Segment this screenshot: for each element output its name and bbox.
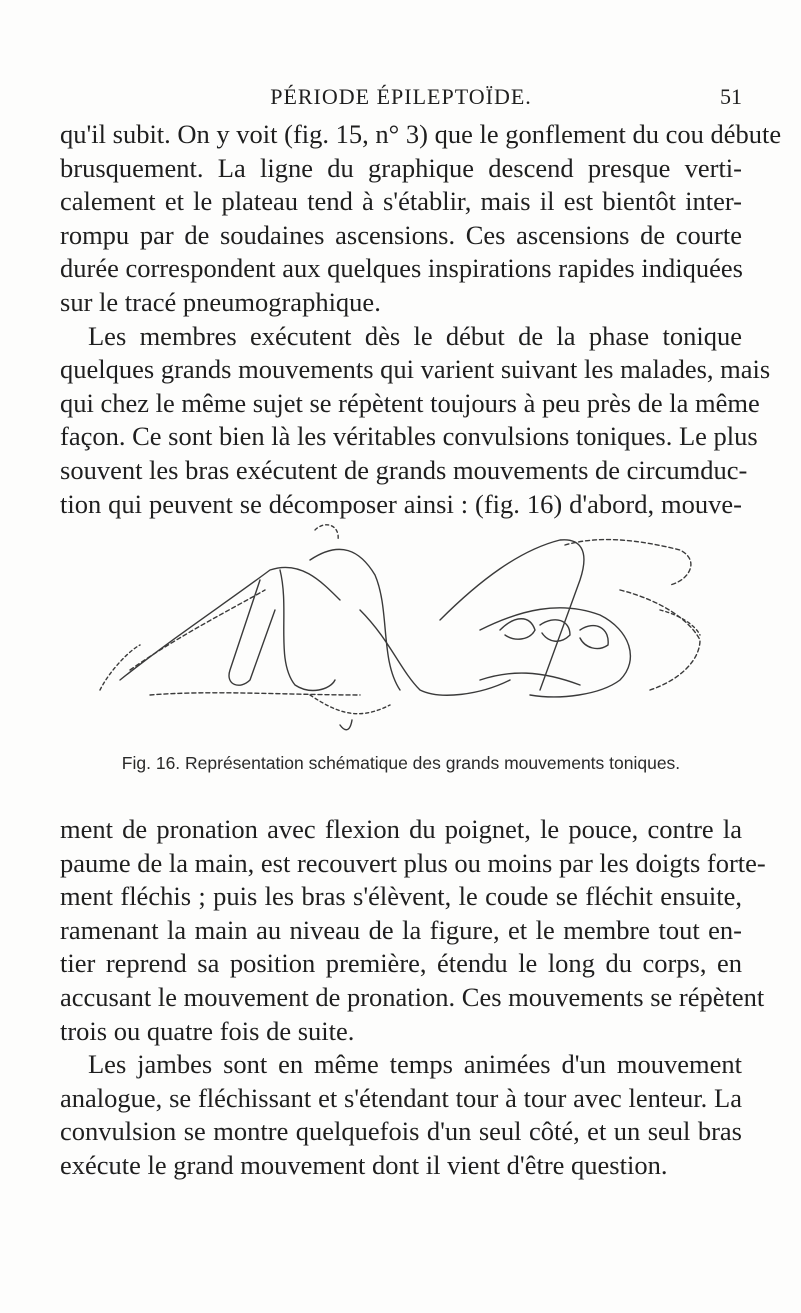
arm-outline-right <box>440 540 584 690</box>
text-block-bottom <box>60 813 766 1183</box>
text-line: calement et le plateau tend à s'établir, mais il est bientôt inter- <box>60 186 742 217</box>
upper-arm-mid <box>310 549 400 690</box>
text-line: qui chez le même sujet se répètent toujours à peu près de la même <box>60 387 760 418</box>
text-line: ment de pronation avec flexion du poignet, le pouce, contre la <box>60 814 742 844</box>
figure-caption: Fig. 16. Représentation schématique des grands mouvements toniques. <box>121 753 681 773</box>
text-line: rompu par de soudaines ascensions. Ces ascensions de courte <box>60 219 742 250</box>
text-line: ment fléchis ; puis les bras s'élèvent, le coude se fléchit ensuite, <box>60 881 742 912</box>
hand-dashed-top <box>315 525 338 540</box>
page-number: 51 <box>720 84 742 109</box>
text-line: façon. Ce sont bien là les véritables convulsions toniques. Le plus <box>60 421 758 452</box>
text-line: sur le tracé pneumographique. <box>60 286 381 317</box>
text-line: accusant le mouvement de pronation. Ces mouvements se répètent <box>60 981 765 1012</box>
fist-b <box>540 620 570 641</box>
arc-dashed-right <box>620 590 700 690</box>
text-line: exécute le grand mouvement dont il vient d'être question. <box>60 1149 668 1180</box>
text-line: qu'il subit. On y voit (fig. 15, n° 3) que le gonflement du cou débute <box>60 119 782 149</box>
arm-outline-left <box>120 567 340 680</box>
text-line: tion qui peuvent se décomposer ainsi : (fig. 16) d'abord, mouve- <box>60 488 742 519</box>
running-title: PÉRIODE ÉPILEPTOÏDE. <box>270 84 532 109</box>
arm-dashed-path <box>130 590 265 670</box>
text-line: trois ou quatre fois de suite. <box>60 1015 355 1046</box>
forearm-left <box>229 580 275 685</box>
text-line: tier reprend sa position première, étendu le long du corps, en <box>60 948 742 979</box>
text-line: convulsion se montre quelquefois d'un seul côté, et un seul bras <box>60 1116 742 1147</box>
lower-arm-right <box>480 673 580 685</box>
fist-a <box>500 619 535 639</box>
text-line: brusquement. La ligne du graphique descend presque verti- <box>60 152 742 183</box>
hand-dashed-left <box>100 645 140 690</box>
text-line: Les jambes sont en même temps animées d'un mouvement <box>88 1049 742 1080</box>
figure-16-schematic <box>60 520 742 740</box>
text-line: souvent les bras exécutent de grands mouvements de circumduc- <box>60 454 748 485</box>
text-line: Les membres exécutent dès le début de la phase tonique <box>88 320 742 351</box>
text-line: quelques grands mouvements qui varient suivant les malades, mais <box>60 354 771 385</box>
small-hook <box>340 720 352 730</box>
tonic-movements-drawing <box>60 520 742 740</box>
text-line: ramenant la main au niveau de la figure, et le membre tout en- <box>60 914 742 945</box>
running-head <box>60 84 742 114</box>
text-line: analogue, se fléchissant et s'étendant tour à tour avec lenteur. La <box>60 1082 742 1113</box>
arm-lower-curve <box>360 610 510 695</box>
text-line: paume de la main, est recouvert plus ou moins par les doigts forte- <box>60 847 766 878</box>
fist-c <box>580 626 608 649</box>
text-block-top <box>60 118 782 521</box>
hand-dashed-bottom <box>310 695 390 714</box>
ground-dashed-left <box>150 693 360 695</box>
text-line: durée correspondent aux quelques inspirations rapides indiquées <box>60 253 743 284</box>
